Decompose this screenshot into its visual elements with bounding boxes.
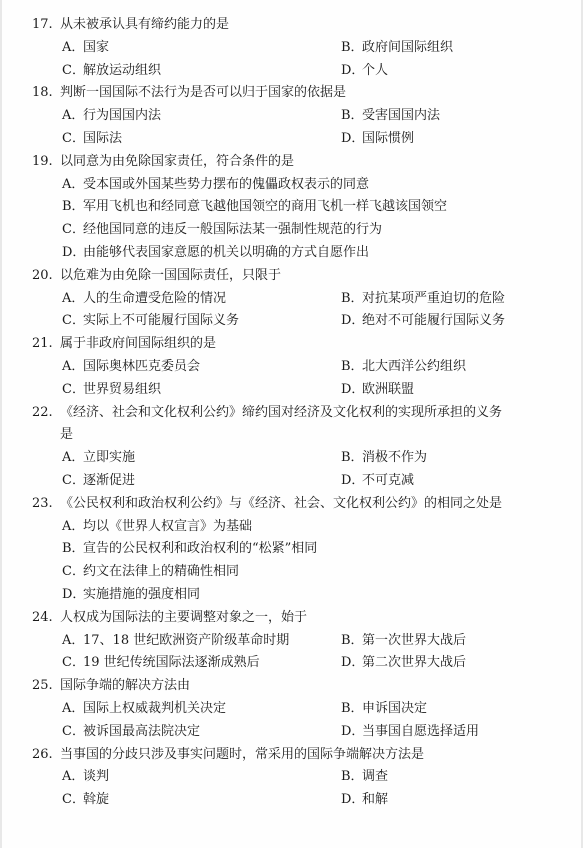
option-a: A．均以《世界人权宣言》为基础 xyxy=(62,518,253,534)
question-number: 26. xyxy=(32,746,53,762)
option-row xyxy=(0,652,583,675)
option-d: D．国际惯例 xyxy=(341,130,415,146)
option-d: D．绝对不可能履行国际义务 xyxy=(341,313,506,329)
option-a: A．17、18 世纪欧洲资产阶级革命时期 xyxy=(62,632,290,648)
option-row xyxy=(0,128,583,151)
question-stem xyxy=(0,265,583,288)
question-26 xyxy=(0,744,583,812)
option-a: A．谈判 xyxy=(62,769,110,785)
question-stem xyxy=(0,493,583,516)
question-17 xyxy=(0,14,583,82)
question-text: 《经济、社会和文化权利公约》缔约国对经济及文化权利的实现所承担的义务 xyxy=(60,404,503,420)
option-row xyxy=(0,630,583,653)
question-stem xyxy=(0,607,583,630)
option-row xyxy=(0,219,583,242)
option-row xyxy=(0,105,583,128)
question-21 xyxy=(0,333,583,401)
question-stem xyxy=(0,14,583,37)
question-stem xyxy=(0,675,583,698)
option-row xyxy=(0,174,583,197)
option-c: C．被诉国最高法院决定 xyxy=(62,723,201,739)
question-23 xyxy=(0,493,583,607)
question-stem xyxy=(0,402,583,425)
option-c: C．国际法 xyxy=(62,130,123,146)
question-text: 判断一国国际不法行为是否可以归于国家的依据是 xyxy=(60,85,347,101)
option-a: A．国际奥林匹克委员会 xyxy=(62,358,201,374)
question-number: 20. xyxy=(32,267,53,283)
option-row xyxy=(0,470,583,493)
option-b: B．军用飞机也和经同意飞越他国领空的商用飞机一样飞越该国领空 xyxy=(62,199,448,215)
question-number: 18. xyxy=(32,85,53,101)
option-b: B．消极不作为 xyxy=(341,450,428,466)
question-text: 从未被承认具有缔约能力的是 xyxy=(60,17,230,32)
question-number: 23. xyxy=(32,495,53,511)
option-row xyxy=(0,310,583,333)
option-d: D．当事国自愿选择适用 xyxy=(341,723,480,739)
option-row xyxy=(0,60,583,83)
option-row xyxy=(0,196,583,219)
question-number: 17. xyxy=(32,17,53,32)
option-b: B．北大西洋公约组织 xyxy=(341,358,467,374)
question-list xyxy=(0,14,583,812)
option-row xyxy=(0,356,583,379)
option-b: B．申诉国决定 xyxy=(341,700,428,716)
option-d: D．不可克减 xyxy=(341,472,415,488)
option-row xyxy=(0,379,583,402)
question-stem xyxy=(0,744,583,767)
option-row xyxy=(0,721,583,744)
question-22 xyxy=(0,402,583,493)
question-25 xyxy=(0,675,583,743)
option-a: A．受本国或外国某些势力摆布的傀儡政权表示的同意 xyxy=(62,176,370,192)
question-number: 25. xyxy=(32,678,53,694)
question-number: 24. xyxy=(32,609,53,625)
question-number: 19. xyxy=(32,153,53,169)
question-stem xyxy=(0,151,583,174)
question-18 xyxy=(0,82,583,150)
option-b: B．第一次世界大战后 xyxy=(341,632,467,648)
question-text: 人权成为国际法的主要调整对象之一，始于 xyxy=(60,609,308,625)
option-row xyxy=(0,789,583,812)
question-text: 当事国的分歧只涉及事实问题时，常采用的国际争端解决方法是 xyxy=(60,746,425,762)
question-text: 以危难为由免除一国国际责任，只限于 xyxy=(60,267,282,283)
option-row xyxy=(0,538,583,561)
question-text: 以同意为由免除国家责任，符合条件的是 xyxy=(60,153,295,169)
option-b: B．受害国国内法 xyxy=(341,108,441,124)
question-text-continued: 是 xyxy=(60,427,74,443)
option-b: B．调查 xyxy=(341,769,389,785)
option-row xyxy=(0,516,583,539)
option-c: C．斡旋 xyxy=(62,792,110,808)
option-row xyxy=(0,561,583,584)
option-b: B．宣告的公民权利和政治权利的“松紧”相同 xyxy=(62,541,318,557)
question-20 xyxy=(0,265,583,333)
option-d: D．个人 xyxy=(341,62,389,78)
option-d: D．第二次世界大战后 xyxy=(341,655,467,671)
option-a: A．人的生命遭受危险的情况 xyxy=(62,290,227,306)
option-c: C．经他国同意的违反一般国际法某一强制性规范的行为 xyxy=(62,222,383,238)
option-a: A．国际上权威裁判机关决定 xyxy=(62,700,227,716)
question-text: 属于非政府间国际组织的是 xyxy=(60,336,217,352)
question-19 xyxy=(0,151,583,265)
question-number: 21. xyxy=(32,336,53,352)
option-c: C．实际上不可能履行国际义务 xyxy=(62,313,240,329)
option-a: A．国家 xyxy=(62,39,110,55)
option-row xyxy=(0,584,583,607)
question-stem-continuation xyxy=(0,424,583,447)
option-c: C．解放运动组织 xyxy=(62,62,162,78)
option-c: C．逐渐促进 xyxy=(62,472,136,488)
option-d: D．由能够代表国家意愿的机关以明确的方式自愿作出 xyxy=(62,244,370,260)
option-d: D．欧洲联盟 xyxy=(341,381,415,397)
option-b: B．政府间国际组织 xyxy=(341,39,454,55)
option-c: C．19 世纪传统国际法逐渐成熟后 xyxy=(62,655,260,671)
question-number: 22. xyxy=(32,404,53,420)
option-d: D．和解 xyxy=(341,792,389,808)
option-row xyxy=(0,698,583,721)
question-stem xyxy=(0,333,583,356)
option-row xyxy=(0,288,583,311)
question-24 xyxy=(0,607,583,675)
option-row xyxy=(0,37,583,60)
option-a: A．行为国国内法 xyxy=(62,108,162,124)
option-c: C．世界贸易组织 xyxy=(62,381,162,397)
option-b: B．对抗某项严重迫切的危险 xyxy=(341,290,506,306)
option-d: D．实施措施的强度相同 xyxy=(62,586,201,602)
question-text: 《公民权利和政治权利公约》与《经济、社会、文化权利公约》的相同之处是 xyxy=(60,495,503,511)
option-c: C．约文在法律上的精确性相同 xyxy=(62,564,240,580)
option-row xyxy=(0,242,583,265)
option-row xyxy=(0,766,583,789)
option-a: A．立即实施 xyxy=(62,450,136,466)
question-stem xyxy=(0,82,583,105)
question-text: 国际争端的解决方法由 xyxy=(60,678,191,694)
option-row xyxy=(0,447,583,470)
